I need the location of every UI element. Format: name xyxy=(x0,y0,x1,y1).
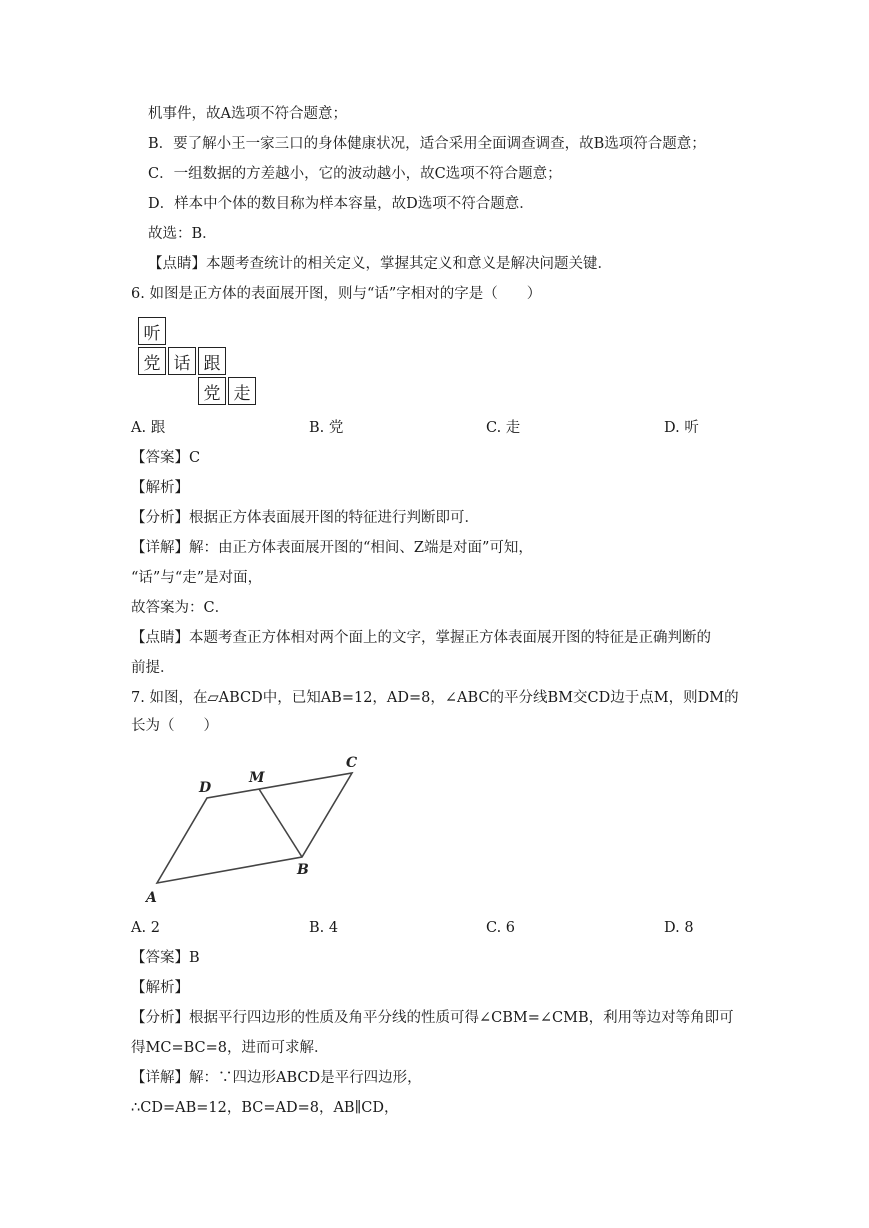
option-d: D. 8 xyxy=(664,920,694,936)
cube-net-figure xyxy=(138,317,260,407)
detail-line: 【详解】解：∵四边形ABCD是平行四边形， xyxy=(131,1070,422,1086)
net-cell: 话 xyxy=(168,347,196,375)
analysis-line: 得MC=BC=8，进而可求解． xyxy=(131,1040,329,1056)
detail-line: 故答案为：C． xyxy=(131,600,230,616)
text-line: C．一组数据的方差越小，它的波动越小，故C选项不符合题意； xyxy=(148,166,562,182)
detail-line: 【详解】解：由正方体表面展开图的“相间、Z端是对面”可知， xyxy=(131,540,533,556)
label-m: M xyxy=(249,770,265,786)
detail-line: “话”与“走”是对面， xyxy=(131,570,263,586)
parallelogram-abcd xyxy=(157,773,352,883)
option-a: A. 2 xyxy=(131,920,160,936)
label-b: B xyxy=(297,862,309,878)
label-d: D xyxy=(199,780,212,796)
net-cell: 走 xyxy=(228,377,256,405)
text-line: 故选：B． xyxy=(148,226,217,242)
comment-line: 【点睛】本题考查正方体相对两个面上的文字，掌握正方体表面展开图的特征是正确判断的 xyxy=(131,630,711,646)
answer-line: 【答案】C xyxy=(131,450,201,466)
comment-line: 前提． xyxy=(131,660,175,676)
option-c: C. 6 xyxy=(486,920,516,936)
analysis-line: 【分析】根据正方体表面展开图的特征进行判断即可． xyxy=(131,510,479,526)
question-7-stem: 7. 如图，在▱ABCD中，已知AB=12，AD=8，∠ABC的平分线BM交CD边于点M，则DM的 xyxy=(131,690,739,706)
question-7-stem-cont: 长为（ ） xyxy=(131,718,218,734)
label-a: A xyxy=(146,890,157,906)
answer-line: 【答案】B xyxy=(131,950,200,966)
comment-line: 【点睛】本题考查统计的相关定义，掌握其定义和意义是解决问题关键． xyxy=(148,256,612,272)
net-cell: 党 xyxy=(198,377,226,405)
option-d: D. 听 xyxy=(664,420,699,436)
analysis-line: 【分析】根据平行四边形的性质及角平分线的性质可得∠CBM=∠CMB，利用等边对等角即可 xyxy=(131,1010,734,1026)
net-cell: 跟 xyxy=(198,347,226,375)
text-line: B．要了解小王一家三口的身体健康状况，适合采用全面调查调查，故B选项符合题意； xyxy=(148,136,706,152)
segment-bm xyxy=(259,789,302,857)
option-a: A. 跟 xyxy=(131,420,166,436)
text-line: 机事件，故A选项不符合题意； xyxy=(148,106,347,122)
analysis-heading: 【解析】 xyxy=(131,480,189,496)
detail-line: ∴CD=AB=12，BC=AD=8，AB∥CD， xyxy=(131,1100,399,1116)
net-cell: 党 xyxy=(138,347,166,375)
option-b: B. 4 xyxy=(309,920,339,936)
option-c: C. 走 xyxy=(486,420,521,436)
label-c: C xyxy=(346,755,358,771)
question-6-stem: 6. 如图是正方体的表面展开图，则与“话”字相对的字是（ ） xyxy=(131,286,542,302)
net-cell: 听 xyxy=(138,317,166,345)
analysis-heading: 【解析】 xyxy=(131,980,189,996)
option-b: B. 党 xyxy=(309,420,344,436)
parallelogram-figure xyxy=(140,748,380,910)
text-line: D．样本中个体的数目称为样本容量，故D选项不符合题意． xyxy=(148,196,534,212)
